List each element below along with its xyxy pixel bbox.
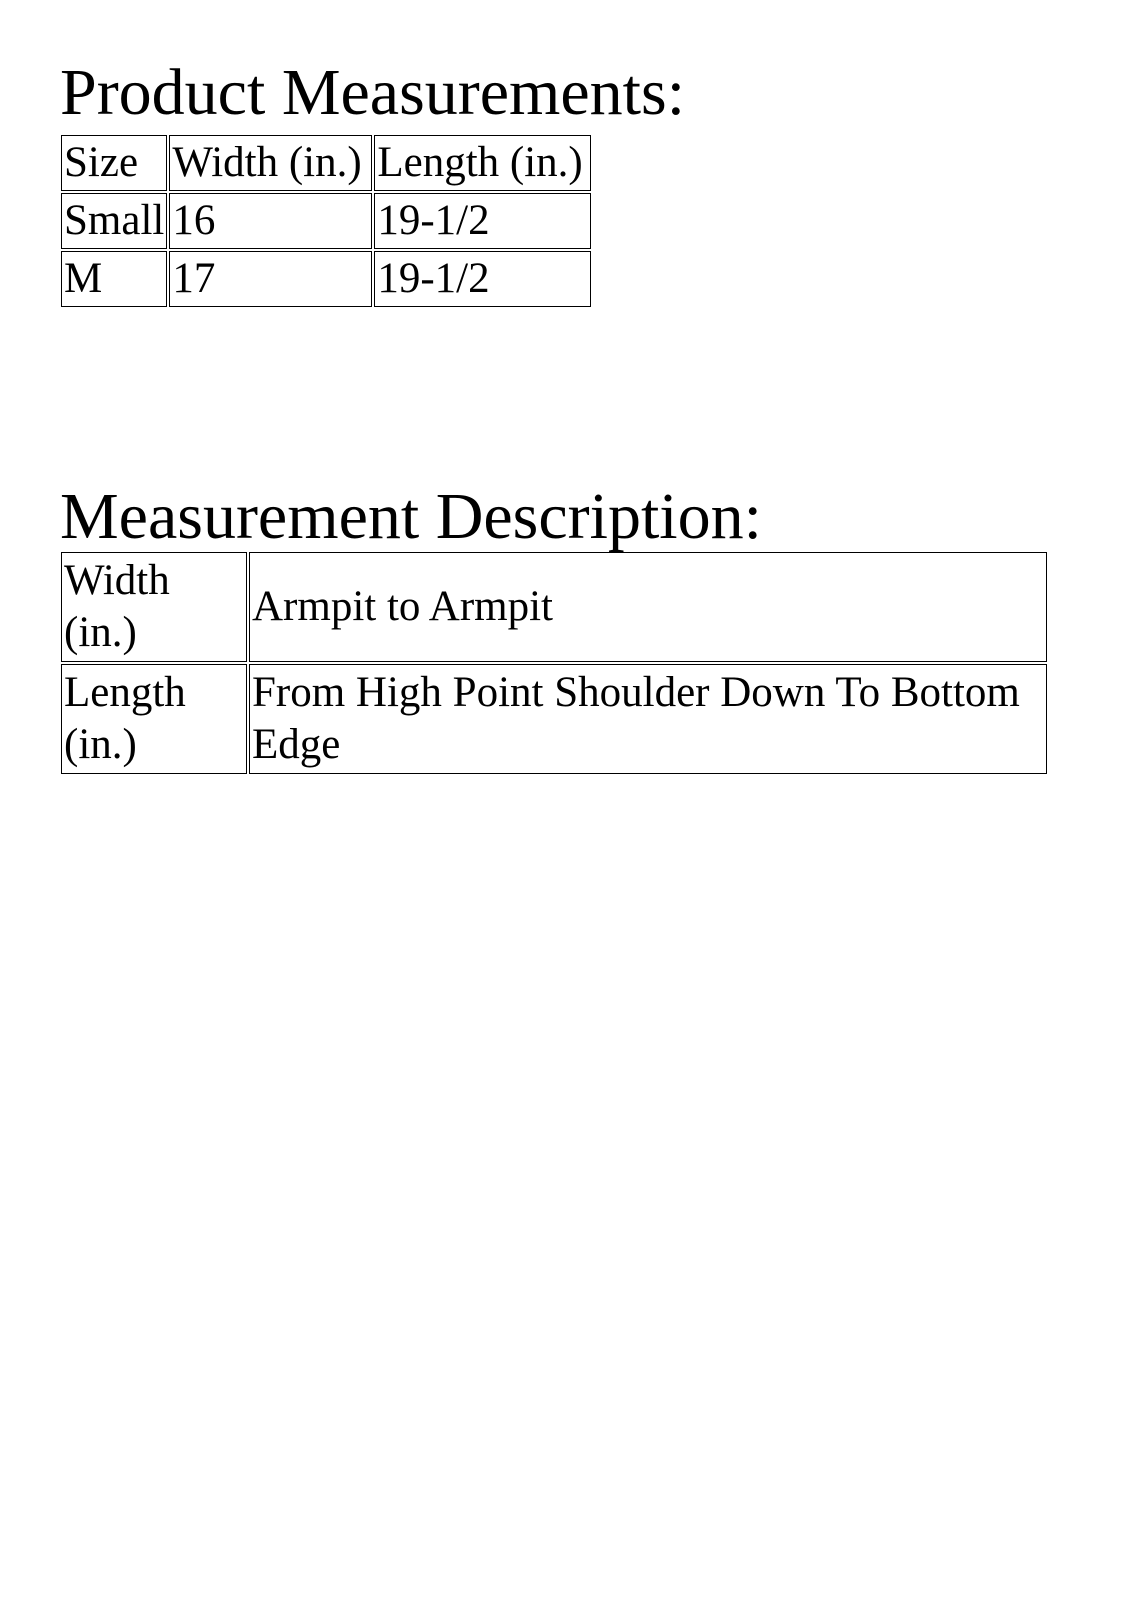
table-row <box>61 251 591 307</box>
column-header-width: Width (in.) <box>169 135 372 191</box>
definition-cell: Armpit to Armpit <box>249 552 1047 662</box>
column-header-size: Size <box>61 135 167 191</box>
table-row <box>61 552 1047 662</box>
term-cell: Length (in.) <box>61 664 247 774</box>
measurement-description-heading: Measurement Description: <box>60 480 762 553</box>
term-cell: Width (in.) <box>61 552 247 662</box>
table-row <box>61 193 591 249</box>
size-cell: Small <box>61 193 167 249</box>
table-row <box>61 664 1047 774</box>
product-measurements-table <box>59 133 593 309</box>
measurement-description-table <box>59 550 1049 776</box>
column-header-length: Length (in.) <box>374 135 591 191</box>
size-cell: M <box>61 251 167 307</box>
product-measurements-heading: Product Measurements: <box>60 56 686 129</box>
length-cell: 19-1/2 <box>374 193 591 249</box>
length-cell: 19-1/2 <box>374 251 591 307</box>
table-header-row <box>61 135 591 191</box>
width-cell: 17 <box>169 251 372 307</box>
width-cell: 16 <box>169 193 372 249</box>
definition-cell: From High Point Shoulder Down To Bottom Edge <box>249 664 1047 774</box>
